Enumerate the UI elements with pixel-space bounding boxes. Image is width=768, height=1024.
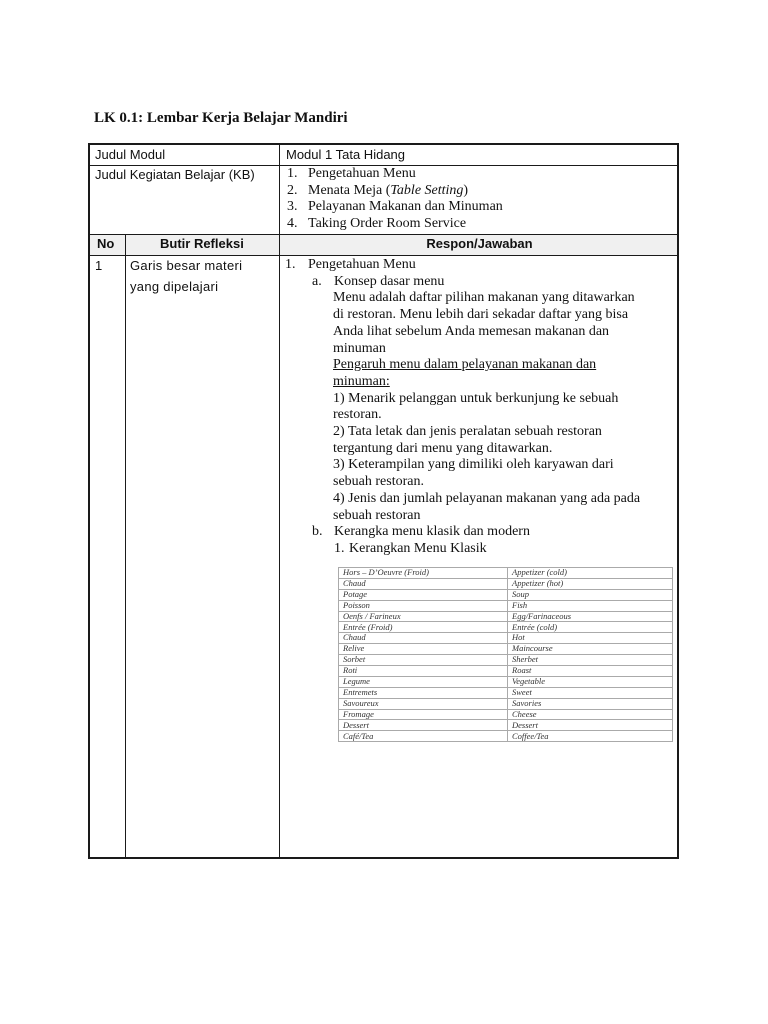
menu-table-row bbox=[339, 720, 673, 731]
menu-french-cell: Hors – D’Oeuvre (Froid) bbox=[339, 568, 508, 579]
pengaruh-heading: minuman: bbox=[333, 373, 390, 389]
menu-table-row bbox=[339, 676, 673, 687]
menu-french-cell: Café/Tea bbox=[339, 731, 508, 742]
header-respon: Respon/Jawaban bbox=[426, 236, 533, 251]
menu-french-cell: Fromage bbox=[339, 709, 508, 720]
menu-english-cell: Fish bbox=[508, 600, 673, 611]
menu-english-cell: Egg/Farinaceous bbox=[508, 611, 673, 622]
pengaruh-heading: Pengaruh menu dalam pelayanan makanan dan bbox=[333, 357, 597, 373]
menu-french-cell: Roti bbox=[339, 666, 508, 677]
butir-line: yang dipelajari bbox=[130, 279, 219, 294]
response-content bbox=[285, 257, 680, 558]
header-butir: Butir Refleksi bbox=[160, 236, 244, 251]
menu-english-cell: Maincourse bbox=[508, 644, 673, 655]
menu-english-cell: Dessert bbox=[508, 720, 673, 731]
menu-table-row bbox=[339, 687, 673, 698]
menu-french-cell: Entrée (Froid) bbox=[339, 622, 508, 633]
menu-table-row bbox=[339, 568, 673, 579]
kb-item: 4. Taking Order Room Service bbox=[287, 216, 467, 232]
sub-item-b1: 1. Kerangkan Menu Klasik bbox=[334, 540, 487, 556]
menu-english-cell: Vegetable bbox=[508, 676, 673, 687]
menu-table-row bbox=[339, 731, 673, 742]
menu-french-cell: Entremets bbox=[339, 687, 508, 698]
menu-french-cell: Chaud bbox=[339, 633, 508, 644]
menu-english-cell: Coffee/Tea bbox=[508, 731, 673, 742]
menu-french-cell: Potage bbox=[339, 589, 508, 600]
kb-label: Judul Kegiatan Belajar (KB) bbox=[95, 167, 255, 182]
menu-english-cell: Roast bbox=[508, 666, 673, 677]
menu-table-row bbox=[339, 578, 673, 589]
response-item: 1. Pengetahuan Menu bbox=[285, 257, 416, 272]
kb-item: 2. Menata Meja (Table Setting) bbox=[287, 182, 469, 198]
menu-french-cell: Legume bbox=[339, 676, 508, 687]
menu-french-cell: Chaud bbox=[339, 578, 508, 589]
kb-item: 3. Pelayanan Makanan dan Minuman bbox=[287, 199, 503, 215]
a-paragraph: Menu adalah daftar pilihan makanan yang ditawarkan di restoran. Menu lebih dari sekadar daftar yang bisa Anda lihat sebelum Anda memesan makanan dan minuman Pengaruh menu dalam pelayanan makanan dan minuman: 1) Menarik pelanggan untuk berkunjung ke sebuah restoran. 2) Tata letak dan jenis peralatan sebuah restoran tergantung dari menu yang ditawarkan. 3) Keterampilan yang dimiliki oleh karyawan dari sebuah restoran. 4) Jenis dan jumlah pelayanan makanan yang ada pada sebuah restoran bbox=[285, 290, 680, 524]
row-divider bbox=[90, 234, 677, 235]
sub-item-b: b. Kerangka menu klasik dan modern bbox=[312, 524, 530, 540]
menu-english-cell: Sweet bbox=[508, 687, 673, 698]
menu-english-cell: Savories bbox=[508, 698, 673, 709]
menu-french-cell: Relive bbox=[339, 644, 508, 655]
menu-english-cell: Appetizer (cold) bbox=[508, 568, 673, 579]
menu-table-row bbox=[339, 633, 673, 644]
menu-table-row bbox=[339, 709, 673, 720]
menu-table-row bbox=[339, 611, 673, 622]
sub-item-a: a. Konsep dasar menu bbox=[312, 273, 445, 289]
page-title: LK 0.1: Lembar Kerja Belajar Mandiri bbox=[94, 110, 348, 126]
menu-french-cell: Sorbet bbox=[339, 655, 508, 666]
butir-line: Garis besar materi bbox=[130, 258, 243, 273]
menu-french-cell: Savoureux bbox=[339, 698, 508, 709]
menu-english-cell: Sherbet bbox=[508, 655, 673, 666]
menu-table-row bbox=[339, 698, 673, 709]
menu-table-row bbox=[339, 622, 673, 633]
menu-table-row bbox=[339, 666, 673, 677]
menu-english-cell: Soup bbox=[508, 589, 673, 600]
header-no: No bbox=[97, 236, 115, 251]
column-divider bbox=[125, 234, 126, 857]
menu-french-cell: Poisson bbox=[339, 600, 508, 611]
menu-table-row bbox=[339, 644, 673, 655]
menu-french-cell: Oenfs / Farineux bbox=[339, 611, 508, 622]
menu-english-cell: Entrée (cold) bbox=[508, 622, 673, 633]
kb-item: 1. Pengetahuan Menu bbox=[287, 166, 416, 181]
row-number: 1 bbox=[95, 258, 103, 273]
response-item-title: Pengetahuan Menu bbox=[308, 257, 416, 272]
kb-list bbox=[287, 166, 677, 233]
menu-french-cell: Dessert bbox=[339, 720, 508, 731]
modul-label: Judul Modul bbox=[95, 147, 166, 162]
menu-english-cell: Cheese bbox=[508, 709, 673, 720]
menu-table-row bbox=[339, 600, 673, 611]
classic-menu-table bbox=[338, 567, 673, 742]
menu-table-row bbox=[339, 655, 673, 666]
row-divider bbox=[90, 255, 677, 256]
menu-english-cell: Hot bbox=[508, 633, 673, 644]
menu-table-row bbox=[339, 589, 673, 600]
menu-english-cell: Appetizer (hot) bbox=[508, 578, 673, 589]
modul-value: Modul 1 Tata Hidang bbox=[286, 147, 406, 162]
